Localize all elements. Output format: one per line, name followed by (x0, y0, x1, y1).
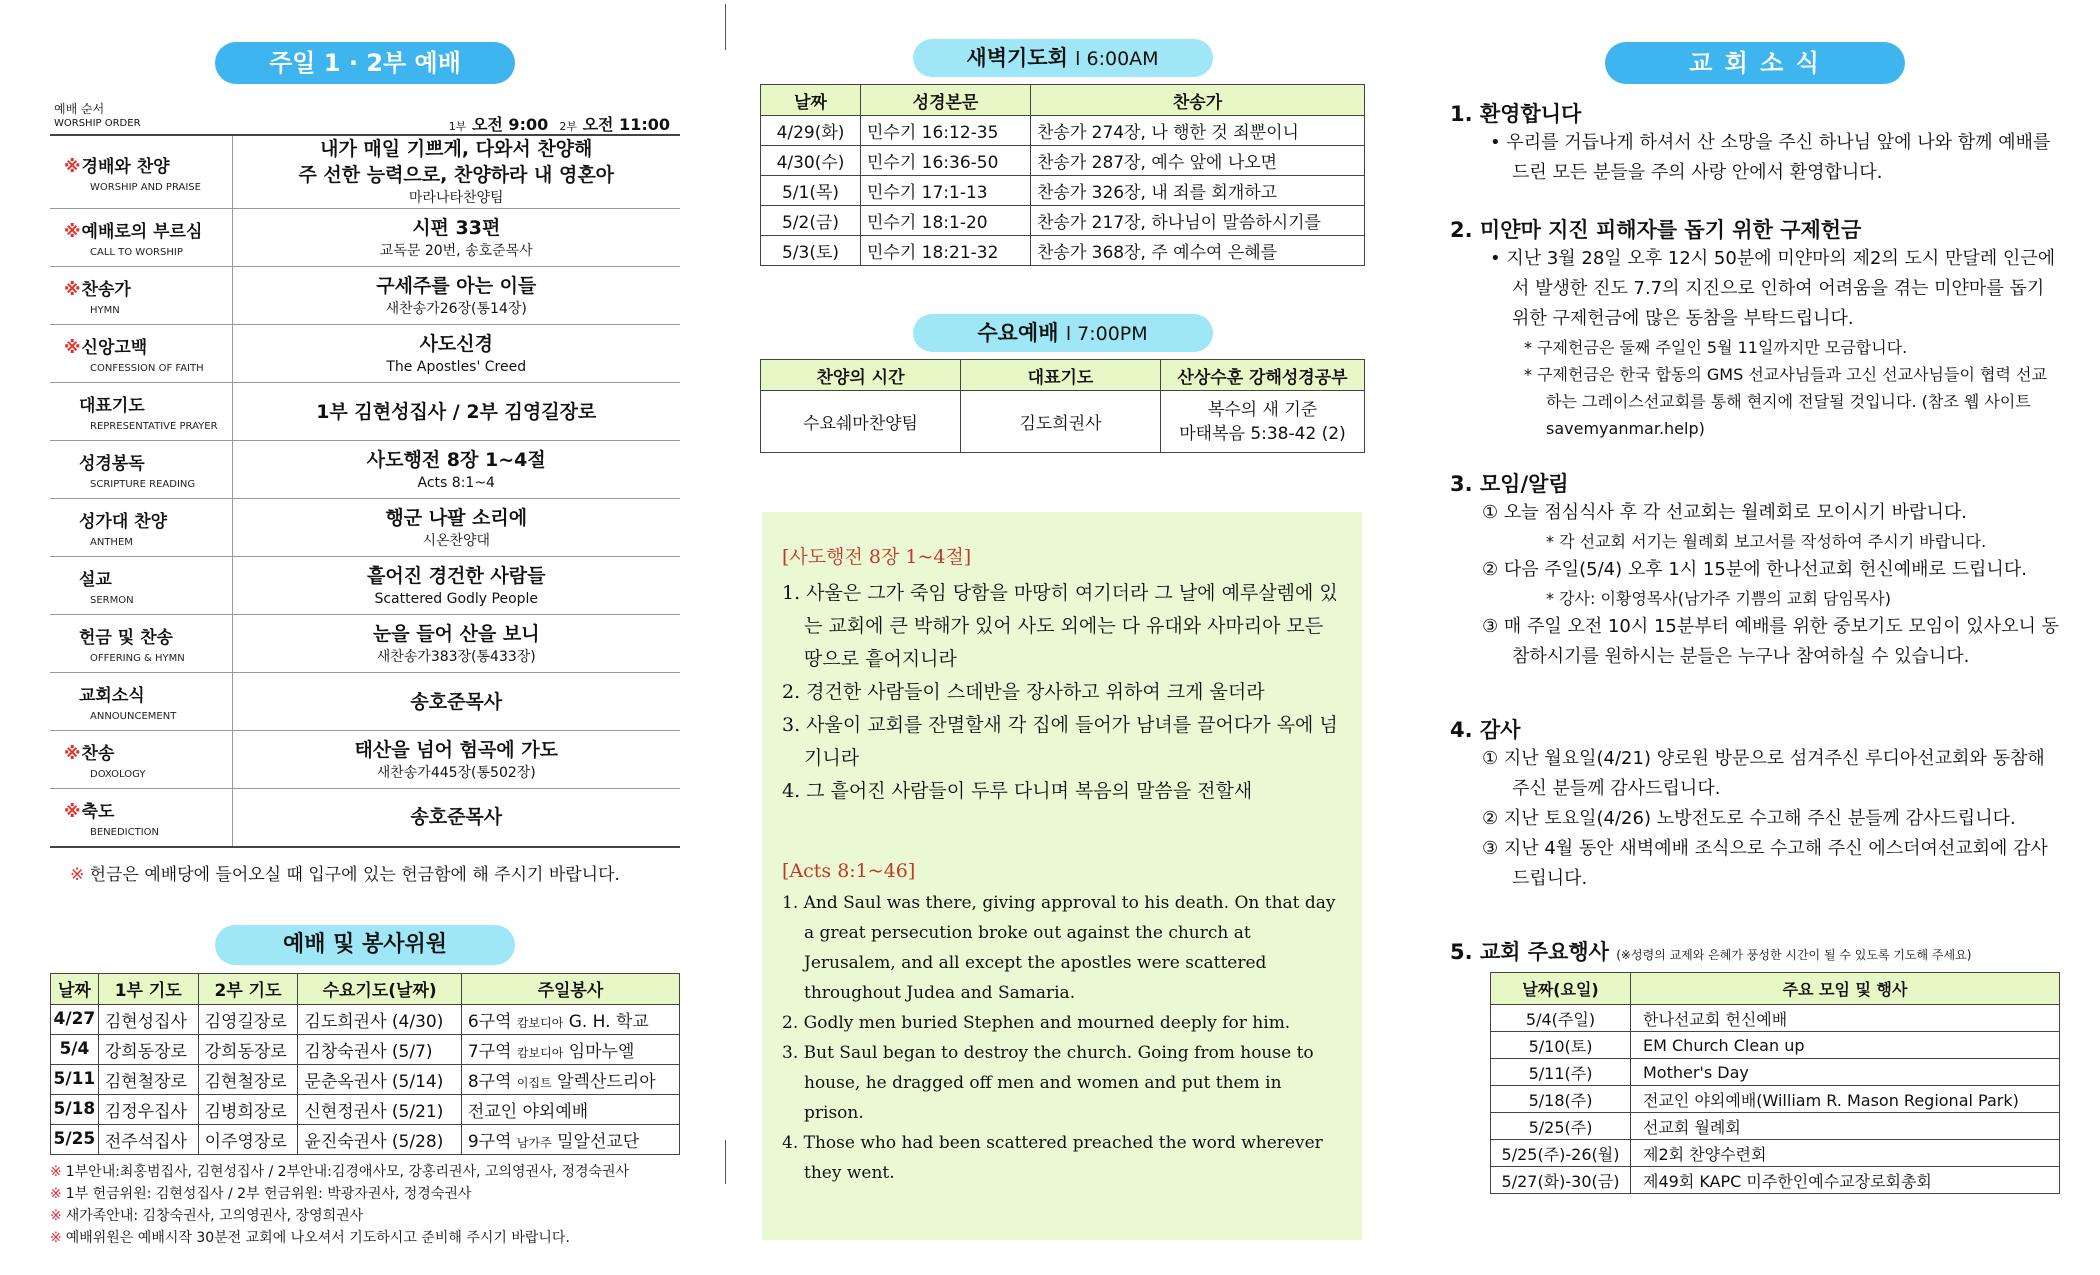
event-row (1491, 1086, 2060, 1113)
dawn-cell: 민수기 16:36-50 (861, 146, 1031, 176)
committee-cell: 김현철장로 (98, 1064, 198, 1094)
worship-order-row (50, 441, 680, 499)
order-item-content: 사도행전 8장 1~4절 Acts 8:1~4 (232, 441, 680, 499)
news-myanmar-note1: * 구제헌금은 둘째 주일인 5월 11일까지만 모금합니다. (1524, 338, 1908, 357)
order-label-ko: 예배 순서 (54, 102, 105, 116)
news-welcome-text: • 우리를 거듭나게 하셔서 산 소망을 주신 하나님 앞에 나와 함께 예배를 드린 모든 분들을 주의 사랑 안에서 환영합니다. (1490, 132, 2051, 183)
worship-order-table (50, 134, 680, 848)
event-date: 5/25(주) (1491, 1113, 1631, 1140)
scripture-verse-en: 4. Those who had been scattered preached the word wherever they went. (782, 1133, 1323, 1183)
worship-order-row (50, 325, 680, 383)
sunday-service-cell: 6구역 캄보디아 G. H. 학교 (461, 1004, 679, 1034)
committee-cell: 김현철장로 (198, 1064, 298, 1094)
order-item-content: 태산을 넘어 험곡에 가도 새찬송가445장(통502장) (232, 731, 680, 789)
dawn-cell: 찬송가 287장, 예수 앞에 나오면 (1031, 146, 1365, 176)
scripture-verse-en: 1. And Saul was there, giving approval to his death. On that day a great persecution broke out against the church at Jerusalem, and all except the apostles were scattered throughout Judea and Samaria. (782, 893, 1336, 1003)
scripture-verse-en: 3. But Saul began to destroy the church. Going from house to house, he dragged off men and women and put them in prison. (782, 1043, 1314, 1123)
worship-column (50, 0, 680, 1275)
order-item-label: ※찬송 DOXOLOGY (50, 731, 232, 789)
order-item-label: ※예배로의 부르심 CALL TO WORSHIP (50, 209, 232, 267)
event-date: 5/25(주)-26(월) (1491, 1140, 1631, 1167)
event-name: 한나선교회 헌신예배 (1631, 1005, 2060, 1032)
news-meetings-item2: ② 다음 주일(5/4) 오후 1시 15분에 한나선교회 헌신예배로 드립니다. (1482, 559, 2027, 580)
worship-order-row (50, 499, 680, 557)
committee-cell: 전주석집사 (98, 1124, 198, 1154)
event-row (1491, 1140, 2060, 1167)
order-item-label: ※찬송가 HYMN (50, 267, 232, 325)
committee-cell: 문춘옥권사 (5/14) (298, 1064, 461, 1094)
order-item-content: 시편 33편 교독문 20번, 송호준목사 (232, 209, 680, 267)
dawn-cell: 4/29(화) (761, 116, 861, 146)
order-item-label: ※축도 BENEDICTION (50, 789, 232, 847)
scripture-verse-ko: 1. 사울은 그가 죽임 당함을 마땅히 여기더라 그 날에 예루살렘에 있는 교회에 큰 박해가 있어 사도 외에는 다 유대와 사마리아 모든 땅으로 흩어지니라 (782, 582, 1338, 670)
committee-cell: 김정우집사 (98, 1094, 198, 1124)
committee-cell: 강희동장로 (98, 1034, 198, 1064)
event-name: 선교회 월례회 (1631, 1113, 2060, 1140)
committee-cell: 5/11 (51, 1064, 99, 1094)
worship-order-row (50, 135, 680, 209)
event-name: 전교인 야외예배(William R. Mason Regional Park) (1631, 1086, 2060, 1113)
committee-cell: 5/18 (51, 1094, 99, 1124)
order-item-content: 구세주를 아는 이들 새찬송가26장(통14장) (232, 267, 680, 325)
news-myanmar-text: • 지난 3월 28일 오후 12시 50분에 미얀마의 제2의 도시 만달레 인근에서 발생한 진도 7.7의 지진으로 인하여 어려움을 겪는 미얀마를 돕기 위한 구제헌금에 많은 동참을 부탁드립니다. (1490, 248, 2056, 329)
committee-cell: 김현성집사 (98, 1004, 198, 1034)
dawn-cell: 찬송가 368장, 주 예수여 은혜를 (1031, 236, 1365, 266)
dawn-header: 성경본문 (861, 85, 1031, 116)
scripture-verse-en: 2. Godly men buried Stephen and mourned deeply for him. (782, 1013, 1291, 1033)
committee-cell: 5/4 (51, 1034, 99, 1064)
events-header: 주요 모임 및 행사 (1631, 973, 2060, 1005)
committee-cell: 김영길장로 (198, 1004, 298, 1034)
order-item-label: 헌금 및 찬송 OFFERING & HYMN (50, 615, 232, 673)
worship-order-row (50, 615, 680, 673)
worship-order-row (50, 267, 680, 325)
order-item-label: 설교 SERMON (50, 557, 232, 615)
order-item-label: ※신앙고백 CONFESSION OF FAITH (50, 325, 232, 383)
praise-team: 수요쉐마찬양팀 (761, 391, 961, 453)
scripture-ko-list (782, 577, 1344, 808)
news-meetings-heading: 3. 모임/알림 (1450, 472, 1569, 496)
committee-row (51, 1064, 680, 1094)
event-date: 5/27(화)-30(금) (1491, 1167, 1631, 1194)
offering-note: ※ 헌금은 예배당에 들어오실 때 입구에 있는 헌금함에 해 주시기 바랍니다. (70, 864, 620, 885)
dawn-row (761, 236, 1365, 266)
committee-cell: 김창숙권사 (5/7) (298, 1034, 461, 1064)
committee-header: 1부 기도 (98, 973, 198, 1004)
worship-order-panel (50, 94, 680, 848)
wednesday-header: 대표기도 (961, 360, 1161, 391)
committee-header: 날짜 (51, 973, 99, 1004)
scripture-ref-ko: [사도행전 8장 1~4절] (782, 546, 972, 568)
order-item-content: 사도신경 The Apostles' Creed (232, 325, 680, 383)
event-row (1491, 1059, 2060, 1086)
event-row (1491, 1005, 2060, 1032)
committee-row (51, 1004, 680, 1034)
note-mark: ※ (50, 1163, 62, 1180)
committee-row (51, 1094, 680, 1124)
sunday-service-cell: 9구역 남가주 밀알선교단 (461, 1124, 679, 1154)
note-mark: ※ (50, 1207, 62, 1224)
worship-order-row (50, 673, 680, 731)
worship-order-row (50, 383, 680, 441)
dawn-cell: 찬송가 326장, 내 죄를 회개하고 (1031, 176, 1365, 206)
news-meetings-note2: * 강사: 이황영목사(남가주 기쁨의 교회 담임목사) (1546, 589, 1891, 608)
dawn-cell: 5/1(목) (761, 176, 861, 206)
committee-note: ※ 1부안내:최홍범집사, 김현성집사 / 2부안내:김경애사모, 강홍리권사, 고의영권사, 정경숙권사 (50, 1163, 630, 1180)
committee-cell: 강희동장로 (198, 1034, 298, 1064)
dawn-header: 찬송가 (1031, 85, 1365, 116)
news-meetings-note1: * 각 선교회 서기는 월례회 보고서를 작성하여 주시기 바랍니다. (1546, 532, 1987, 551)
dawn-row (761, 146, 1365, 176)
scripture-verse-ko: 2. 경건한 사람들이 스데반을 장사하고 위하여 크게 울더라 (782, 681, 1265, 703)
wednesday-header: 찬양의 시간 (761, 360, 961, 391)
committee-cell: 4/27 (51, 1004, 99, 1034)
event-row (1491, 1113, 2060, 1140)
event-name: EM Church Clean up (1631, 1032, 2060, 1059)
news-thanks-heading: 4. 감사 (1450, 718, 1521, 742)
committee-cell: 윤진숙권사 (5/28) (298, 1124, 461, 1154)
order-item-label: ※경배와 찬양 WORSHIP AND PRAISE (50, 135, 232, 209)
scripture-verse-ko: 4. 그 흩어진 사람들이 두루 다니며 복음의 말씀을 전할새 (782, 780, 1253, 802)
sunday-service-cell: 8구역 이집트 알렉산드리아 (461, 1064, 679, 1094)
dawn-table (760, 84, 1365, 266)
fold-line-top (725, 4, 726, 50)
news-title: 교 회 소 식 (1605, 42, 1905, 84)
worship-order-row (50, 557, 680, 615)
dawn-cell: 5/3(토) (761, 236, 861, 266)
dawn-row (761, 206, 1365, 236)
order-item-content: 눈을 들어 산을 보니 새찬송가383장(통433장) (232, 615, 680, 673)
committee-row (51, 1124, 680, 1154)
scripture-verse-ko: 3. 사울이 교회를 잔멸할새 각 집에 들어가 남녀를 끌어다가 옥에 넘기니라 (782, 714, 1338, 769)
sunday-service-cell: 7구역 캄보디아 임마누엘 (461, 1034, 679, 1064)
dawn-cell: 민수기 16:12-35 (861, 116, 1031, 146)
order-item-label: 대표기도 REPRESENTATIVE PRAYER (50, 383, 232, 441)
committee-table (50, 973, 680, 1155)
event-row (1491, 1167, 2060, 1194)
committee-title: 예배 및 봉사위원 (215, 925, 515, 965)
committee-cell: 이주영장로 (198, 1124, 298, 1154)
committee-header: 수요기도(날짜) (298, 973, 461, 1004)
order-item-label: 교회소식 ANNOUNCEMENT (50, 673, 232, 731)
committee-cell: 5/25 (51, 1124, 99, 1154)
news-thanks-item2: ② 지난 토요일(4/26) 노방전도로 수고해 주신 분들께 감사드립니다. (1482, 808, 2016, 829)
dawn-row (761, 116, 1365, 146)
committee-note: ※ 새가족안내: 김창숙권사, 고의영권사, 장영희권사 (50, 1207, 364, 1224)
news-meetings-item3: ③ 매 주일 오전 10시 15분부터 예배를 위한 중보기도 모임이 있사오니 동참하시기를 원하시는 분들은 누구나 참여하실 수 있습니다. (1482, 616, 2059, 667)
order-item-content: 행군 나팔 소리에 시온찬양대 (232, 499, 680, 557)
worship-order-header (50, 94, 680, 134)
dawn-header: 날짜 (761, 85, 861, 116)
dawn-cell: 민수기 18:1-20 (861, 206, 1031, 236)
committee-note: ※ 1부 헌금위원: 김현성집사 / 2부 헌금위원: 박광자권사, 정경숙권사 (50, 1185, 472, 1202)
sunday-service-cell: 전교인 야외예배 (461, 1094, 679, 1124)
dawn-cell: 민수기 17:1-13 (861, 176, 1031, 206)
note-mark: ※ (50, 1229, 62, 1246)
event-name: 제2회 찬양수련회 (1631, 1140, 2060, 1167)
note-mark: ※ (50, 1185, 62, 1202)
event-date: 5/10(토) (1491, 1032, 1631, 1059)
committee-cell: 김도희권사 (4/30) (298, 1004, 461, 1034)
dawn-cell: 민수기 18:21-32 (861, 236, 1031, 266)
scripture-en-list (782, 888, 1344, 1188)
committee-header: 주일봉사 (461, 973, 679, 1004)
news-myanmar-note2: * 구제헌금은 한국 합동의 GMS 선교사님들과 고신 선교사님들이 협력 선교하는 그레이스선교회를 통해 현지에 전달될 것입니다. (참조 웹 사이트 savemyanmar.help) (1524, 365, 2047, 438)
worship-order-row (50, 209, 680, 267)
event-name: Mother's Day (1631, 1059, 2060, 1086)
news-welcome-heading: 1. 환영합니다 (1450, 102, 1582, 126)
wednesday-title: 수요예배 l 7:00PM (913, 314, 1213, 352)
bible-study: 복수의 새 기준 마태복음 5:38-42 (2) (1161, 391, 1365, 453)
committee-cell: 김병희장로 (198, 1094, 298, 1124)
events-header: 날짜(요일) (1491, 973, 1631, 1005)
fold-line-bottom (725, 1140, 726, 1184)
dawn-cell: 찬송가 274장, 나 행한 것 죄뿐이니 (1031, 116, 1365, 146)
dawn-title: 새벽기도회 l 6:00AM (913, 39, 1213, 77)
news-thanks-item3: ③ 지난 4월 동안 새벽예배 조식으로 수고해 주신 에스더여선교회에 감사드립니다. (1482, 838, 2048, 889)
order-item-content: 송호준목사 (232, 673, 680, 731)
event-date: 5/11(주) (1491, 1059, 1631, 1086)
order-item-label: 성가대 찬양 ANTHEM (50, 499, 232, 557)
committee-note: ※ 예배위원은 예배시작 30분전 교회에 나오셔서 기도하시고 준비해 주시기 바랍니다. (50, 1229, 570, 1246)
wednesday-prayer: 김도희권사 (961, 391, 1161, 453)
committee-header: 2부 기도 (198, 973, 298, 1004)
news-meetings-item1: ① 오늘 점심식사 후 각 선교회는 월례회로 모이시기 바랍니다. (1482, 502, 1967, 523)
order-item-content: 흩어진 경건한 사람들 Scattered Godly People (232, 557, 680, 615)
event-name: 제49회 KAPC 미주한인예수교장로회총회 (1631, 1167, 2060, 1194)
committee-notes (50, 1161, 680, 1249)
wednesday-table (760, 359, 1365, 453)
worship-title: 주일 1 · 2부 예배 (215, 42, 515, 84)
scripture-box (762, 512, 1362, 1240)
news-events-heading: 5. 교회 주요행사 (※성령의 교제와 은혜가 풍성한 시간이 될 수 있도록 기도해 주세요) (1450, 940, 1972, 964)
events-table (1490, 972, 2060, 1194)
news-thanks-item1: ① 지난 월요일(4/21) 양로원 방문으로 섬겨주신 루디아선교회와 동참해 주신 분들께 감사드립니다. (1482, 748, 2045, 799)
order-item-content: 송호준목사 (232, 789, 680, 847)
order-item-label: 성경봉독 SCRIPTURE READING (50, 441, 232, 499)
committee-row (51, 1034, 680, 1064)
news-column (1450, 0, 2060, 1275)
order-item-content: 내가 매일 기쁘게, 다와서 찬양해 주 선한 능력으로, 찬양하라 내 영혼아 마라나타찬양팀 (232, 135, 680, 209)
wednesday-header: 산상수훈 강해성경공부 (1161, 360, 1365, 391)
event-row (1491, 1032, 2060, 1059)
order-label-en: WORSHIP ORDER (54, 118, 141, 129)
worship-order-row (50, 789, 680, 847)
dawn-cell: 5/2(금) (761, 206, 861, 236)
dawn-row (761, 176, 1365, 206)
dawn-cell: 찬송가 217장, 하나님이 말씀하시기를 (1031, 206, 1365, 236)
scripture-ref-en: [Acts 8:1~46] (782, 860, 916, 882)
news-myanmar-heading: 2. 미얀마 지진 피해자를 돕기 위한 구제헌금 (1450, 218, 1862, 242)
event-date: 5/4(주일) (1491, 1005, 1631, 1032)
event-date: 5/18(주) (1491, 1086, 1631, 1113)
order-item-content: 1부 김현성집사 / 2부 김영길장로 (232, 383, 680, 441)
service-times: 1부 오전 9:00 2부 오전 11:00 (448, 115, 670, 134)
committee-cell: 신현정권사 (5/21) (298, 1094, 461, 1124)
worship-order-row (50, 731, 680, 789)
dawn-cell: 4/30(수) (761, 146, 861, 176)
